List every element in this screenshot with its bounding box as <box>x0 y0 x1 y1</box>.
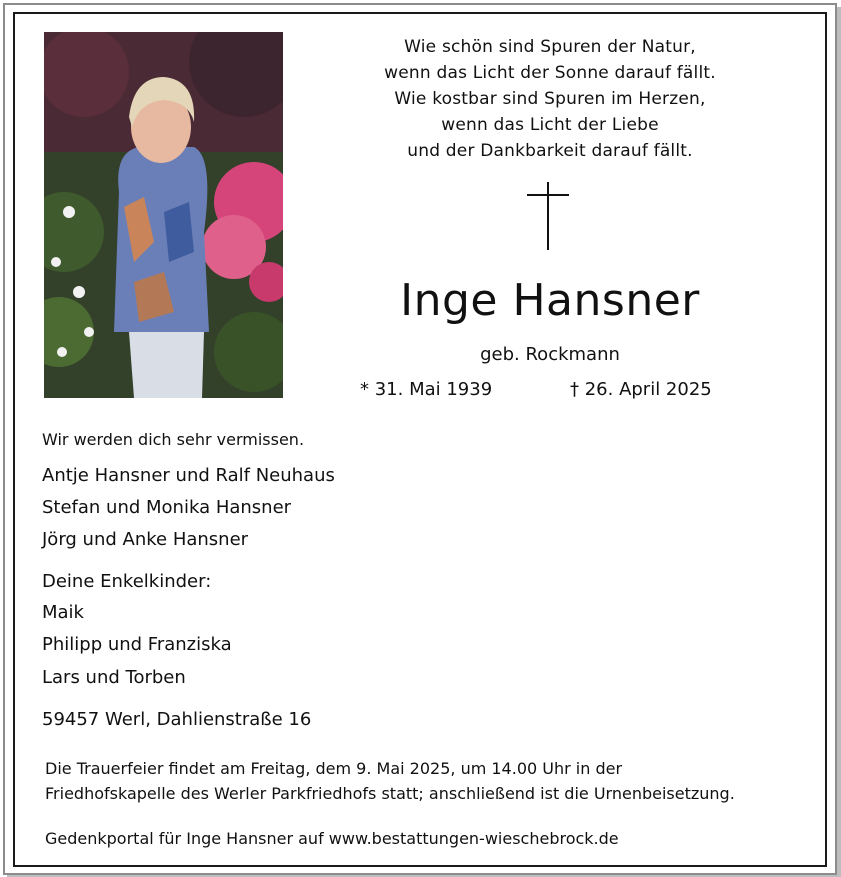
family-line: Stefan und Monika Hansner <box>42 497 292 518</box>
grandchild-line: Philipp und Franziska <box>42 634 232 655</box>
family-line: Antje Hansner und Ralf Neuhaus <box>42 465 335 486</box>
grandchild-line: Maik <box>42 602 84 623</box>
family-line: Jörg und Anke Hansner <box>42 529 249 550</box>
memorial-portal-text: Gedenkportal für Inge Hansner auf www.bestattungen-wieschebrock.de <box>45 829 619 848</box>
grandchild-line: Lars und Torben <box>42 667 186 688</box>
birth-name: geb. Rockmann <box>480 344 620 365</box>
cross-icon <box>526 182 570 252</box>
grandchildren-heading: Deine Enkelkinder: <box>42 571 212 592</box>
address: 59457 Werl, Dahlienstraße 16 <box>42 709 312 730</box>
poem-line: Wie kostbar sind Spuren im Herzen, <box>394 89 706 109</box>
farewell-text: Wir werden dich sehr vermissen. <box>42 430 305 449</box>
ceremony-line: Friedhofskapelle des Werler Parkfriedhofs statt; anschließend ist die Urnenbeisetzung. <box>45 784 735 803</box>
poem-line: Wie schön sind Spuren der Natur, <box>404 37 696 57</box>
ceremony-line: Die Trauerfeier findet am Freitag, dem 9. Mai 2025, um 14.00 Uhr in der <box>45 759 623 778</box>
portrait-photo <box>44 32 283 398</box>
poem-line: und der Dankbarkeit darauf fällt. <box>407 141 693 161</box>
birth-date: * 31. Mai 1939 <box>360 379 493 400</box>
memorial-poem <box>340 34 760 164</box>
deceased-name: Inge Hansner <box>400 275 700 326</box>
poem-line: wenn das Licht der Sonne darauf fällt. <box>384 63 716 83</box>
death-date: † 26. April 2025 <box>570 379 712 400</box>
poem-line: wenn das Licht der Liebe <box>441 115 659 135</box>
